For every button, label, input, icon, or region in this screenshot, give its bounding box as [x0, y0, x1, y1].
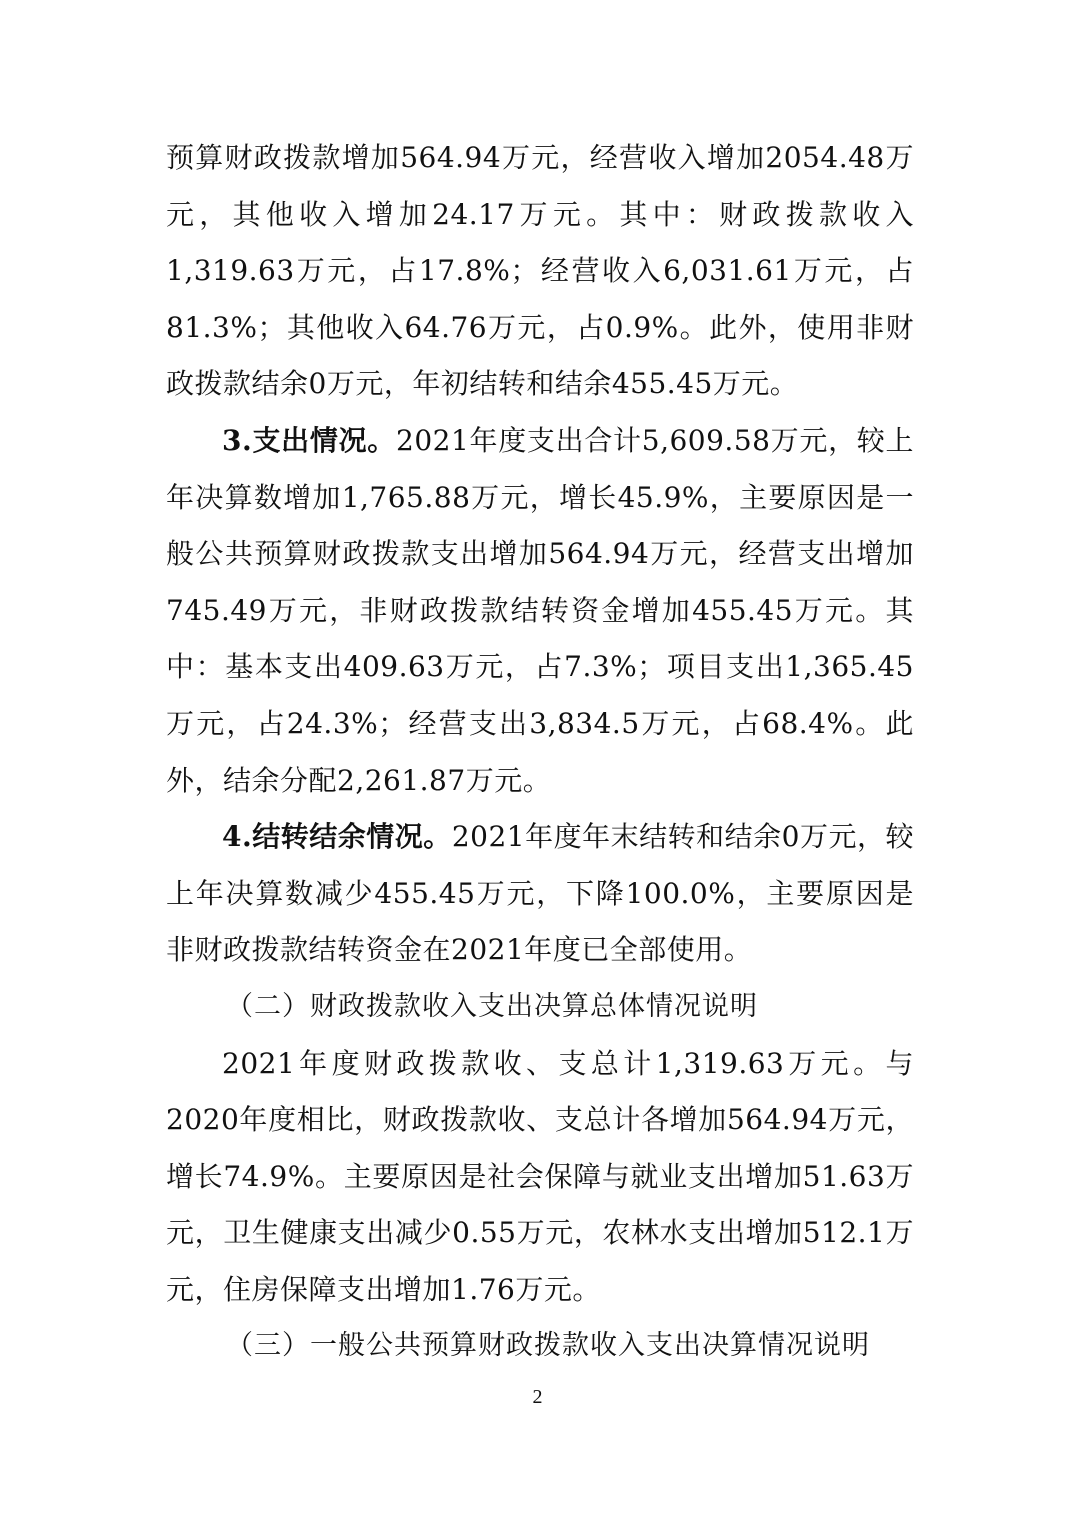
- page-number: 2: [532, 1386, 543, 1408]
- paragraph-text: 2021年度财政拨款收、支总计1,319.63万元。与2020年度相比，财政拨款收、支总计各增加564.94万元，增长74.9%。主要原因是社会保障与就业支出增加51.63万元，卫生健康支出减少0.55万元，农林水支出增加512.1万元，住房保障支出增加1.76万元。: [166, 1046, 914, 1306]
- paragraph-text: 2021年度年末结转和结余0万元，较上年决算数减少455.45万元，下降100.0%，主要原因是非财政拨款结转资金在2021年度已全部使用。: [166, 820, 915, 967]
- paragraph-carryover: [166, 809, 914, 979]
- paragraph-text: 预算财政拨款增加564.94万元，经营收入增加2054.48万元，其他收入增加24.17万元。其中：财政拨款收入1,319.63万元，占17.8%；经营收入6,031.61万元，占81.3%；其他收入64.76万元，占0.9%。此外，使用非财政拨款结余0万元，年初结转和结余455.45万元。: [166, 141, 914, 401]
- paragraph-text: 2021年度支出合计5,609.58万元，较上年决算数增加1,765.88万元，增长45.9%，主要原因是一般公共预算财政拨款支出增加564.94万元，经营支出增加745.49万元，非财政拨款结转资金增加455.45万元。其中：基本支出409.63万元，占7.3%；项目支出1,365.45万元，占24.3%；经营支出3,834.5万元，占68.4%。此外，结余分配2,261.87万元。: [166, 423, 915, 797]
- body-text: [166, 130, 914, 1375]
- paragraph-expenditure: [166, 413, 914, 809]
- paragraph-income-continued: [166, 130, 914, 413]
- paragraph-lead: 4.结转结余情况。: [222, 820, 452, 854]
- paragraph-lead: 3.支出情况。: [222, 423, 397, 457]
- section-heading-2: （二）财政拨款收入支出决算总体情况说明: [226, 990, 758, 1022]
- paragraph-appropriation-overview: [166, 1036, 914, 1319]
- section-heading-3: （三）一般公共预算财政拨款收入支出决算情况说明: [226, 1330, 870, 1362]
